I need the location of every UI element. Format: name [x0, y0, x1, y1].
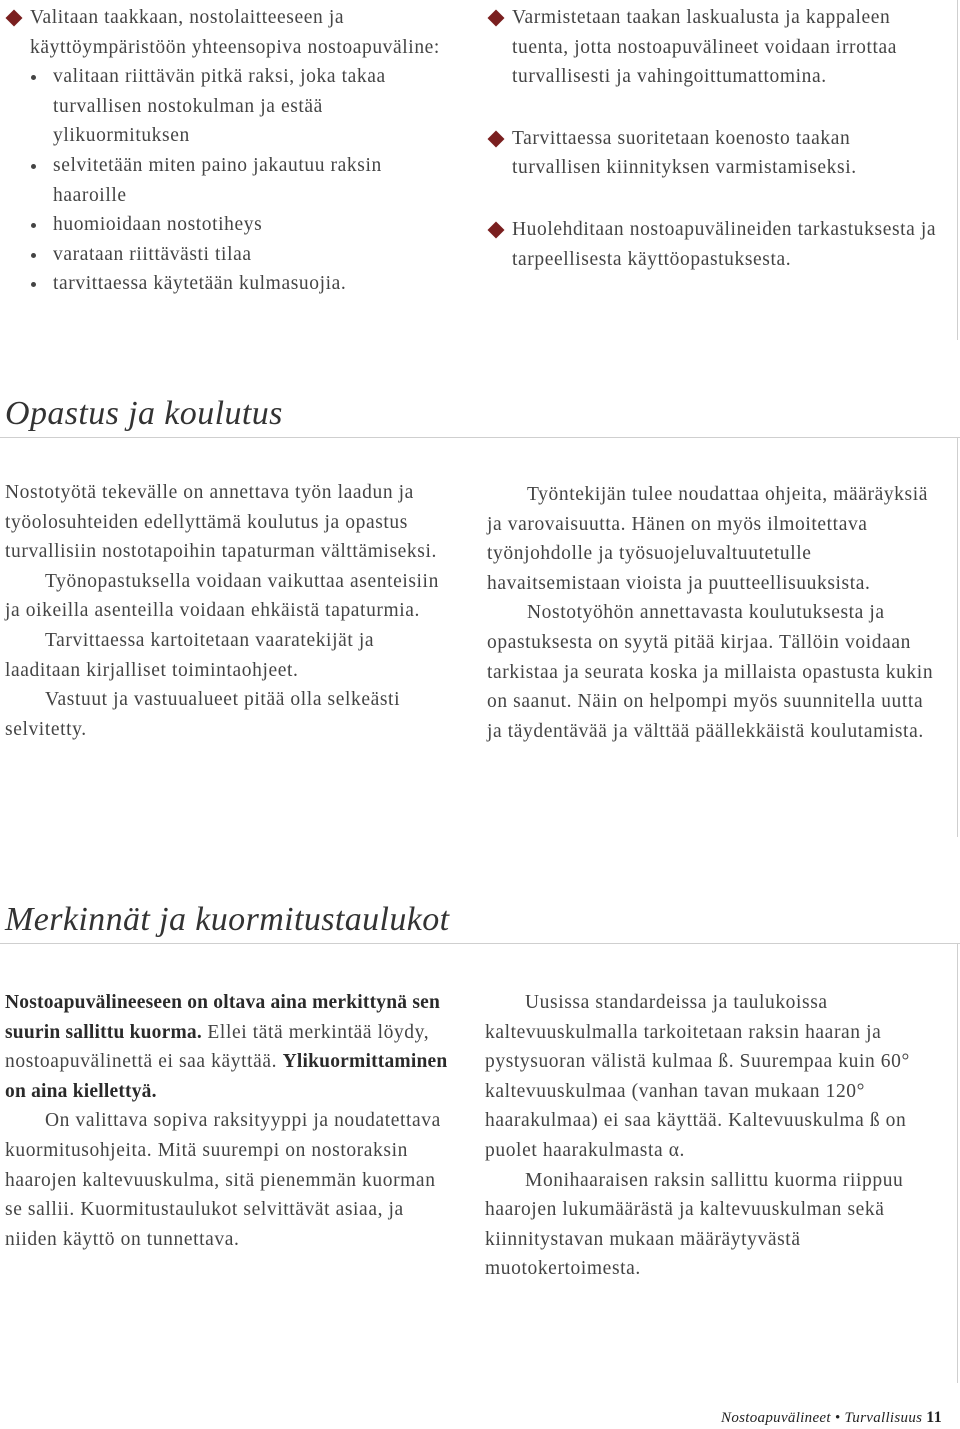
bullet-item — [487, 124, 937, 183]
paragraph-text: Ellei tätä merkintää löydy, nostoapuvälinettä ei saa käyttää. — [5, 1021, 430, 1073]
section-heading: Opastus ja koulutus — [5, 395, 283, 432]
sub-list-item — [28, 269, 445, 299]
column-divider — [957, 943, 958, 1383]
section2-left-column — [5, 988, 450, 1254]
sub-list-item — [28, 240, 445, 270]
paragraph: On valittava sopiva raksityyppi ja noudatettava kuormitusohjeita. Mitä suurempi on nostoraksin haarojen kaltevuuskulma, sitä pienemmän kuorman se sallii. Kuormitustaulukot selvittävät asiaa, ja niiden käyttö on tunnettava. — [5, 1110, 441, 1250]
bullet-text: Varmistetaan taakan laskualusta ja kappaleen tuenta, jotta nostoapuvälineet voidaan irrottaa turvallisesti ja vahingoittumattomina. — [512, 7, 898, 88]
sub-item-text: selvitetään miten paino jakautuu raksin haaroille — [53, 154, 382, 206]
sub-list-item — [28, 210, 445, 240]
paragraph: Nostotyötä tekevälle on annettava työn laadun ja työolosuhteiden edellyttämä koulutus ja opastus turvallisiin nostotapoihin tapaturman välttämiseksi. — [5, 482, 437, 563]
column-divider — [957, 437, 958, 837]
bullet-text: Huolehditaan nostoapuvälineiden tarkastuksesta ja tarpeellisesta käyttöopastuksesta. — [512, 218, 937, 270]
sub-item-text: valitaan riittävän pitkä raksi, joka takaa turvallisen nostokulman ja estää ylikuormituksen — [53, 66, 386, 147]
diamond-bullet-icon — [488, 130, 505, 147]
paragraph: Uusissa standardeissa ja taulukoissa kaltevuuskulmalla tarkoitetaan raksin haaran ja pystysuoran välistä kulmaa ß. Suurempaa kuin 60° kaltevuuskulmaa (vanhan tavan mukaan 120° haarakulmaa) ei saa käyttää. Kaltevuuskulma ß on puolet haarakulmasta α. — [485, 992, 910, 1161]
bullet-item — [487, 215, 937, 274]
page-number: 11 — [926, 1409, 942, 1426]
column-divider — [957, 0, 958, 340]
paragraph: Työntekijän tulee noudattaa ohjeita, määräyksiä ja varovaisuutta. Hänen on myös ilmoitettava työnjohdolle ja työsuojeluvaltuutetulle havaitsemistaan vioista ja puutteellisuuksista. — [487, 484, 928, 594]
sub-item-text: huomioidaan nostotiheys — [53, 214, 263, 236]
sub-list-item — [28, 151, 445, 210]
section2-right-column — [485, 988, 930, 1284]
diamond-bullet-icon — [6, 10, 23, 27]
section-rule — [0, 437, 960, 438]
bullet-text: Tarvittaessa suoritetaan koenosto taakan turvallisen kiinnityksen varmistamiseksi. — [512, 127, 857, 179]
sub-item-text: varataan riittävästi tilaa — [53, 243, 252, 265]
sub-list-item — [28, 62, 445, 151]
bold-text: Ylikuormittaminen on aina kiellettyä. — [5, 1051, 448, 1102]
sub-item-text: tarvittaessa käytetään kulmasuojia. — [53, 273, 347, 295]
paragraph: Tarvittaessa kartoitetaan vaaratekijät ja laaditaan kirjalliset toimintaohjeet. — [5, 629, 375, 681]
page-footer — [721, 1408, 942, 1428]
diamond-bullet-icon — [488, 10, 505, 27]
paragraph: Vastuut ja vastuualueet pitää olla selkeästi selvitetty. — [5, 689, 401, 740]
bullet-item — [487, 3, 937, 92]
top-right-column — [487, 3, 937, 274]
section-rule — [0, 943, 960, 944]
bullet-text: Valitaan taakkaan, nostolaitteeseen ja käyttöympäristöön yhteensopiva nostoapuväline: — [30, 7, 440, 58]
paragraph: Työnopastuksella voidaan vaikuttaa asenteisiin ja oikeilla asenteilla voidaan ehkäistä tapaturmia. — [5, 570, 439, 622]
section-heading: Merkinnät ja kuormitustaulukot — [5, 901, 450, 938]
paragraph: Monihaaraisen raksin sallittu kuorma riippuu haarojen lukumäärästä ja kaltevuuskulman sekä kiinnitystavan mukaan määräytyvästä muotokertoimesta. — [485, 1169, 904, 1280]
top-left-column — [5, 3, 445, 299]
footer-text: Nostoapuvälineet • Turvallisuus — [721, 1410, 923, 1426]
paragraph: Nostotyöhön annettavasta koulutuksesta ja opastuksesta on syytä pitää kirjaa. Tällöin voidaan tarkistaa ja seurata koska ja millaista opastusta kukin on saanut. Näin on helpompi myös suunnitella uutta ja täydentävää ja välttää päällekkäistä koulutamista. — [487, 602, 934, 742]
bold-text: Nostoapuvälineeseen on oltava aina merkittynä sen suurin sallittu kuorma. — [5, 992, 441, 1043]
section1-left-column — [5, 478, 455, 744]
diamond-bullet-icon — [488, 221, 505, 238]
paragraph — [5, 988, 450, 1106]
section1-right-column — [487, 480, 939, 746]
bullet-item — [5, 3, 445, 62]
